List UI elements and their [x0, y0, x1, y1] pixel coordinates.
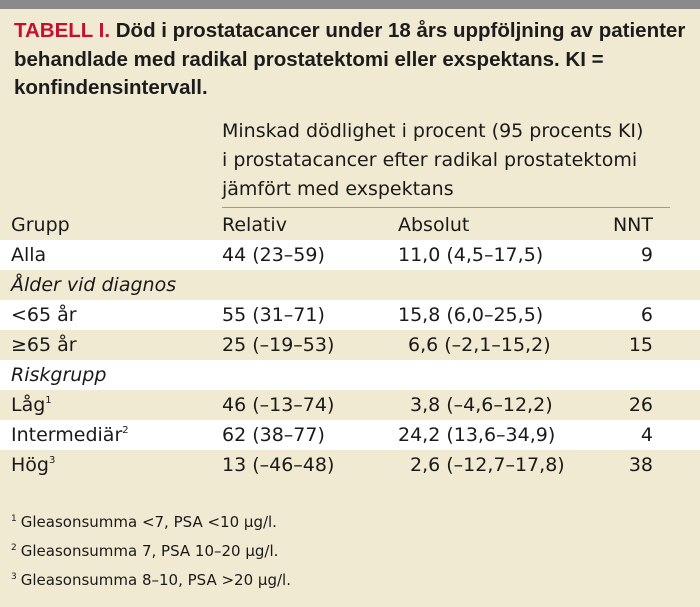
header-nnt: NNT	[612, 214, 653, 236]
section-label: Riskgrupp	[11, 364, 107, 386]
row-group: Alla	[11, 244, 47, 266]
row-group: Låg	[11, 394, 46, 416]
table-row	[0, 330, 700, 360]
row-group: ≥65 år	[11, 334, 77, 356]
column-description-line: i prostatacancer efter radikal prostatektomi	[222, 149, 638, 171]
row-group-cell	[11, 420, 129, 450]
row-absolute: 3,8 (–4,6–12,2)	[410, 394, 553, 416]
footnote-marker: 2	[122, 425, 129, 436]
row-relative: 13 (–46–48)	[222, 454, 335, 476]
table-label: TABELL I.	[14, 19, 111, 42]
footnote-mark: 3	[11, 572, 17, 582]
row-nnt: 4	[640, 424, 653, 446]
header-absolute: Absolut	[398, 214, 470, 236]
table-row	[0, 450, 700, 480]
table-row	[0, 300, 700, 330]
column-description	[222, 117, 692, 204]
table-row	[0, 420, 700, 450]
row-absolute: 24,2 (13,6–34,9)	[398, 424, 556, 446]
caption-text: Död i prostatacancer under 18 års uppföljning av patienter behandlade med radikal prostatektomi eller exspektans. KI = konfindensintervall.	[14, 19, 686, 99]
footnote-text: Gleasonsumma <7, PSA <10 μg/l.	[20, 513, 277, 531]
row-relative: 46 (–13–74)	[222, 394, 335, 416]
top-rule	[0, 0, 700, 9]
footnote-mark: 2	[11, 543, 17, 553]
row-group: Hög	[11, 454, 49, 476]
table-caption	[14, 17, 690, 103]
section-label: Ålder vid diagnos	[11, 274, 177, 296]
row-relative: 55 (31–71)	[222, 304, 325, 326]
column-description-line: jämfört med exspektans	[222, 178, 454, 200]
footnote-mark: 1	[11, 514, 17, 524]
footnote-marker: 1	[45, 395, 52, 406]
column-description-line: Minskad dödlighet i procent (95 procents KI)	[222, 120, 644, 142]
row-group: <65 år	[11, 304, 77, 326]
footnote	[11, 570, 291, 590]
footnote-marker: 3	[48, 455, 56, 466]
row-relative: 25 (–19–53)	[222, 334, 335, 356]
row-group-cell	[11, 390, 52, 420]
row-nnt: 9	[640, 244, 653, 266]
section-row	[0, 270, 700, 300]
header-relative: Relativ	[222, 214, 287, 236]
footnote-text: Gleasonsumma 8–10, PSA >20 μg/l.	[20, 571, 291, 589]
row-nnt: 6	[640, 304, 653, 326]
row-group-cell	[11, 450, 55, 480]
row-nnt: 26	[628, 394, 653, 416]
table-row	[0, 390, 700, 420]
row-relative: 62 (38–77)	[222, 424, 325, 446]
row-relative: 44 (23–59)	[222, 244, 325, 266]
footnote	[11, 541, 278, 561]
table-row	[0, 240, 700, 270]
header-row	[0, 210, 700, 240]
header-divider	[222, 207, 670, 208]
row-absolute: 11,0 (4,5–17,5)	[398, 244, 544, 266]
header-group: Grupp	[11, 214, 70, 236]
row-absolute: 15,8 (6,0–25,5)	[398, 304, 544, 326]
row-nnt: 15	[628, 334, 653, 356]
row-group: Intermediär	[11, 424, 123, 446]
footnote	[11, 512, 277, 532]
section-row	[0, 360, 700, 390]
row-absolute: 6,6 (–2,1–15,2)	[408, 334, 551, 356]
row-nnt: 38	[628, 454, 653, 476]
row-absolute: 2,6 (–12,7–17,8)	[410, 454, 565, 476]
footnote-text: Gleasonsumma 7, PSA 10–20 μg/l.	[20, 542, 279, 560]
